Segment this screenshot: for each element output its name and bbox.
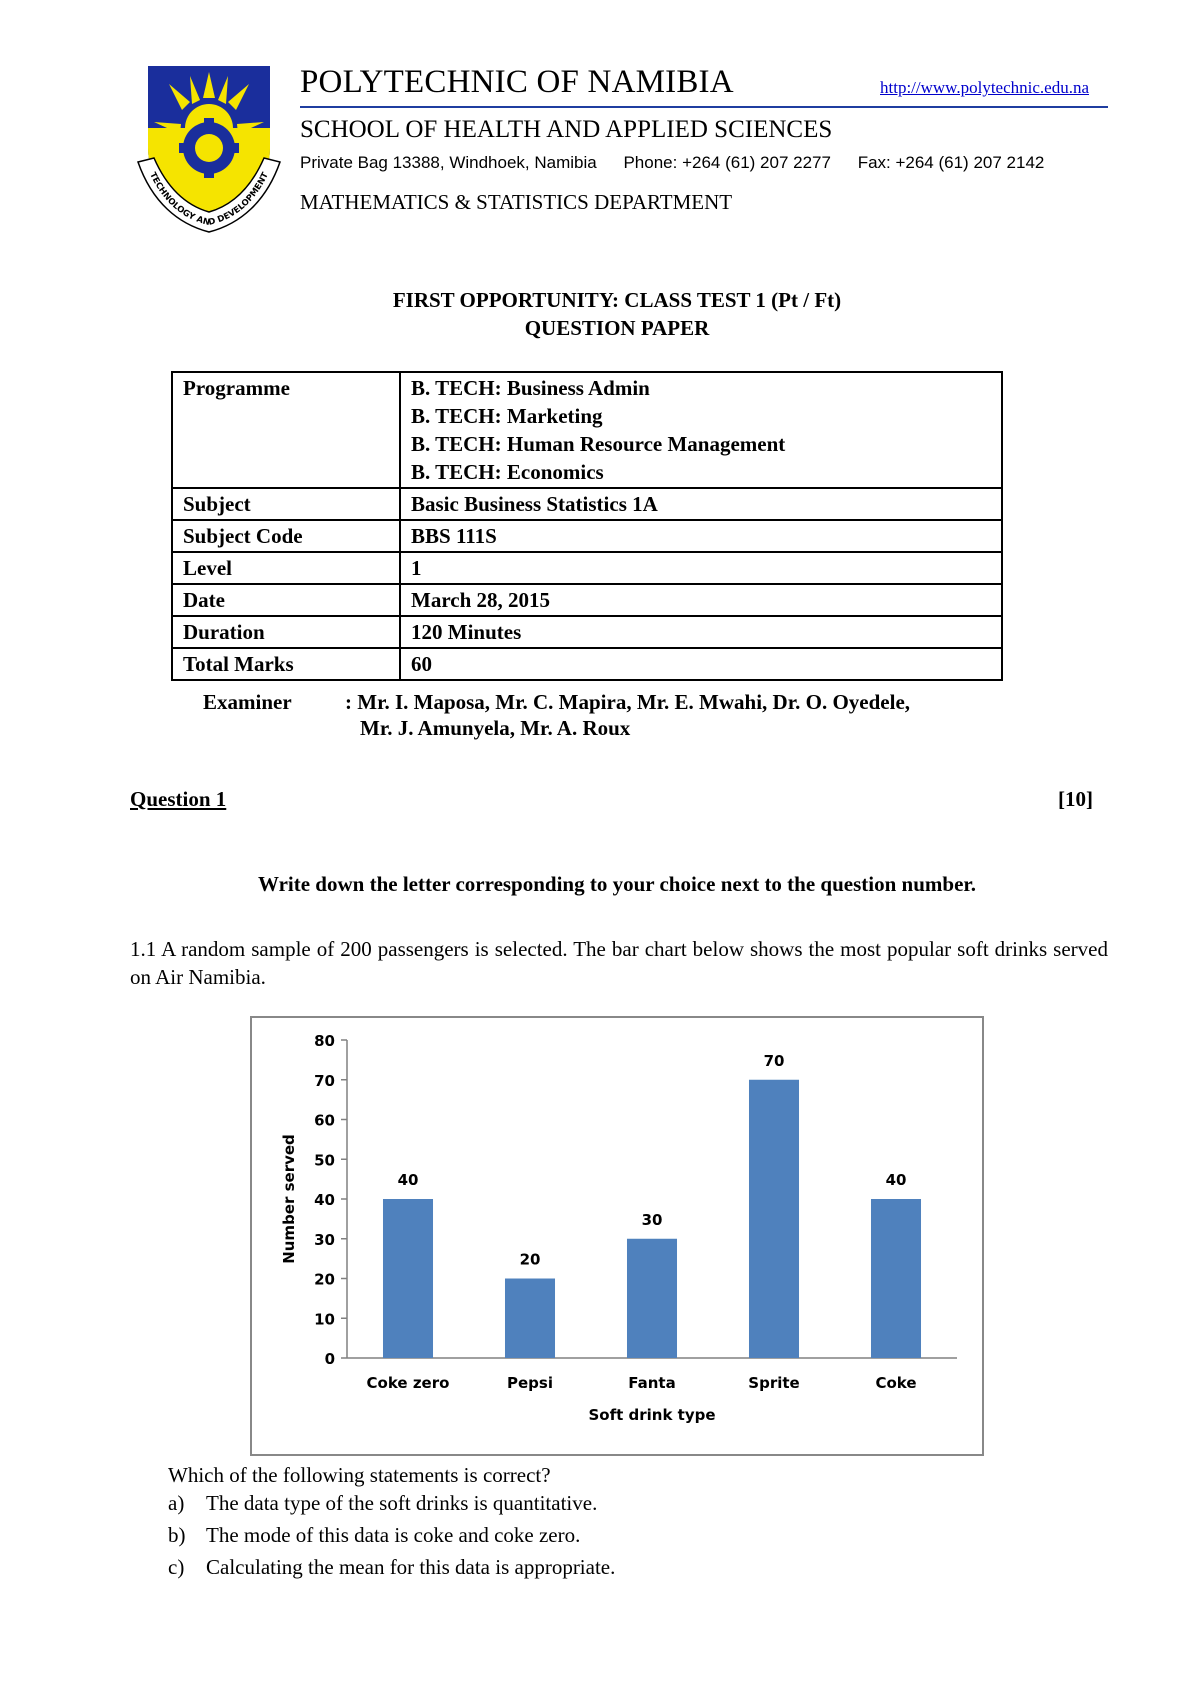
paper-info-table (171, 371, 1003, 681)
option-text: The data type of the soft drinks is quantitative. (206, 1491, 598, 1515)
row-label: Level (172, 552, 400, 584)
data-label: 20 (519, 1250, 541, 1269)
x-tick-label: Coke (875, 1374, 917, 1392)
question-prompt: Which of the following statements is correct? (168, 1463, 551, 1487)
question-instruction: Write down the letter corresponding to your choice next to the question number. (257, 872, 977, 896)
table-row (172, 616, 1002, 648)
question-marks: [10] (1058, 787, 1093, 811)
x-tick-label: Coke zero (366, 1374, 450, 1392)
row-value: 60 (400, 648, 1002, 680)
phone: Phone: +264 (61) 207 2277 (623, 153, 831, 172)
option-c[interactable] (168, 1555, 615, 1580)
table-row (172, 584, 1002, 616)
row-value: March 28, 2015 (400, 584, 1002, 616)
y-tick-label: 20 (314, 1270, 335, 1289)
table-row (172, 488, 1002, 520)
y-tick-label: 30 (314, 1230, 335, 1249)
row-value: Basic Business Statistics 1A (400, 488, 1002, 520)
paper-title: FIRST OPPORTUNITY: CLASS TEST 1 (Pt / Ft) (392, 288, 842, 312)
row-label: Date (172, 584, 400, 616)
institution-logo (134, 62, 284, 234)
option-b[interactable] (168, 1523, 580, 1548)
examiner-names-1: : Mr. I. Maposa, Mr. C. Mapira, Mr. E. Mwahi, Dr. O. Oyedele, (345, 690, 911, 714)
institution-name: POLYTECHNIC OF NAMIBIA (300, 64, 734, 100)
header-divider (300, 106, 1108, 108)
bar (749, 1080, 799, 1358)
y-tick-label: 10 (314, 1310, 335, 1329)
bar (871, 1199, 921, 1358)
examiner-label: Examiner (203, 690, 292, 714)
row-value: BBS 111S (400, 520, 1002, 552)
row-value: 120 Minutes (400, 616, 1002, 648)
address: Private Bag 13388, Windhoek, Namibia (300, 153, 597, 172)
y-tick-label: 70 (314, 1071, 335, 1090)
chart-frame (250, 1016, 984, 1456)
bar (505, 1279, 555, 1359)
x-tick-label: Pepsi (507, 1374, 553, 1392)
question-1-1-text: 1.1 A random sample of 200 passengers is selected. The bar chart below shows the most popular soft drinks served on Air Namibia. (130, 937, 1108, 989)
x-tick-label: Sprite (748, 1374, 800, 1392)
table-row (172, 648, 1002, 680)
programme-item: B. TECH: Human Resource Management (411, 432, 786, 456)
examiner-names-2: Mr. J. Amunyela, Mr. A. Roux (360, 716, 631, 740)
bar-chart (252, 1018, 982, 1454)
row-label: Total Marks (172, 648, 400, 680)
programme-item: B. TECH: Economics (411, 460, 604, 484)
option-letter: b) (168, 1523, 186, 1547)
data-label: 70 (763, 1051, 785, 1070)
department-name: MATHEMATICS & STATISTICS DEPARTMENT (300, 190, 733, 214)
fax: Fax: +264 (61) 207 2142 (857, 153, 1045, 172)
row-value: 1 (400, 552, 1002, 584)
option-letter: c) (168, 1555, 185, 1579)
table-row (172, 520, 1002, 552)
bar (627, 1239, 677, 1358)
school-name: SCHOOL OF HEALTH AND APPLIED SCIENCES (300, 116, 833, 143)
examiner-line (203, 688, 910, 716)
table-row (172, 552, 1002, 584)
bar (383, 1199, 433, 1358)
contact-line (300, 153, 1066, 173)
table-row (172, 372, 1002, 488)
programme-list (400, 372, 1002, 488)
data-label: 30 (641, 1210, 663, 1229)
y-tick-label: 60 (314, 1111, 335, 1130)
institution-url-link[interactable]: http://www.polytechnic.edu.na (880, 78, 1089, 97)
question-heading: Question 1 (130, 787, 227, 811)
programme-label: Programme (172, 372, 400, 488)
option-text: The mode of this data is coke and coke zero. (206, 1523, 581, 1547)
paper-subtitle: QUESTION PAPER (524, 316, 710, 340)
logo-motto: TECHNOLOGY AND DEVELOPMENT (147, 170, 271, 229)
x-tick-label: Fanta (628, 1374, 676, 1392)
option-a[interactable] (168, 1491, 597, 1516)
row-label: Subject Code (172, 520, 400, 552)
y-tick-label: 80 (314, 1032, 335, 1050)
row-label: Subject (172, 488, 400, 520)
y-axis-title: Number served (280, 1134, 298, 1264)
programme-item: B. TECH: Marketing (411, 404, 603, 428)
data-label: 40 (885, 1171, 907, 1189)
row-label: Duration (172, 616, 400, 648)
y-tick-label: 40 (314, 1191, 335, 1209)
programme-item: B. TECH: Business Admin (411, 376, 650, 400)
x-axis-title: Soft drink type (588, 1406, 716, 1424)
y-tick-label: 0 (324, 1350, 335, 1368)
option-letter: a) (168, 1491, 185, 1515)
y-tick-label: 50 (314, 1151, 335, 1170)
option-text: Calculating the mean for this data is appropriate. (206, 1555, 616, 1579)
data-label: 40 (397, 1171, 419, 1189)
